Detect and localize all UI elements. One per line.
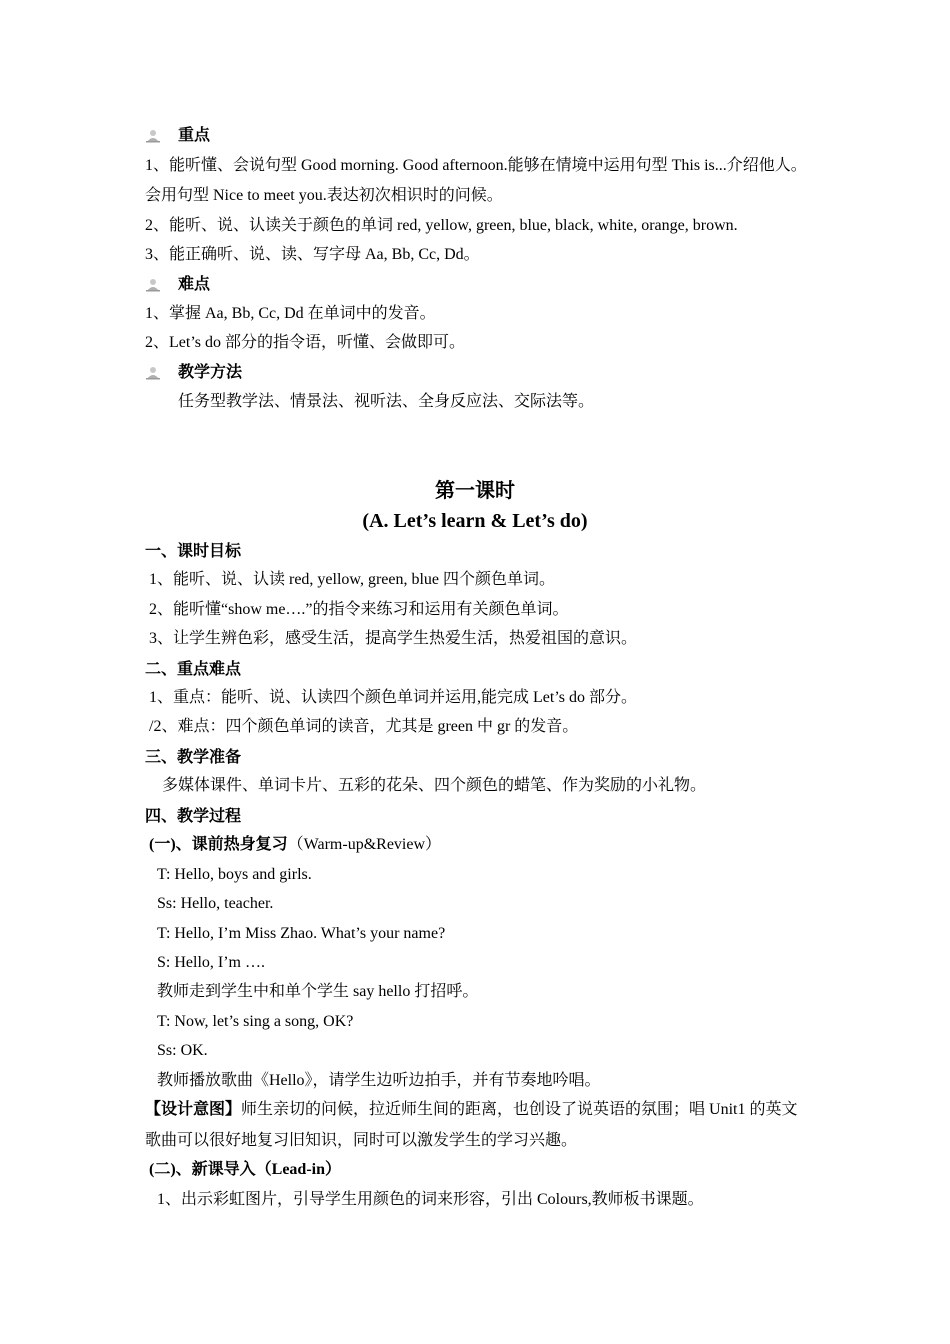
process-heading: 四、教学过程 <box>145 808 242 825</box>
design-intent-label: 【设计意图】 <box>145 1101 242 1118</box>
keypoints-line-1: 1、重点：能听、说、认读四个颜色单词并运用,能完成 Let’s do 部分。 <box>149 689 637 706</box>
person-icon <box>145 365 161 381</box>
prep-text: 多媒体课件、单词卡片、五彩的花朵、四个颜色的蜡笔、作为奖励的小礼物。 <box>162 777 707 794</box>
key-points-heading-text: 重点 <box>178 127 211 144</box>
design-intent-text: 师生亲切的问候，拉近师生间的距离，也创设了说英语的氛围；唱 Unit1 的英文 <box>241 1101 798 1118</box>
person-icon <box>145 277 161 293</box>
dialogue-line-1: T: Hello, boys and girls. <box>157 866 312 883</box>
dialogue-line-5: 教师走到学生中和单个学生 say hello 打招呼。 <box>157 983 479 1000</box>
difficult-points-heading-text: 难点 <box>178 276 211 293</box>
dialogue-line-4: S: Hello, I’m …. <box>157 954 265 971</box>
dialogue-line-7: Ss: OK. <box>157 1042 208 1059</box>
dialogue-line-3: T: Hello, I’m Miss Zhao. What’s your name? <box>157 925 446 942</box>
goals-heading: 一、课时目标 <box>145 543 242 560</box>
lesson-title: 第一课时 <box>435 480 515 502</box>
keypoints-heading: 二、重点难点 <box>145 661 242 678</box>
keypoints-line-2: /2、难点：四个颜色单词的读音，尤其是 green 中 gr 的发音。 <box>149 718 579 735</box>
key-point-line-2: 会用句型 Nice to meet you.表达初次相识时的问候。 <box>145 187 503 204</box>
difficult-line-1: 1、掌握 Aa, Bb, Cc, Dd 在单词中的发音。 <box>145 305 436 322</box>
lesson-subtitle: (A. Let’s learn & Let’s do) <box>362 510 588 532</box>
prep-heading: 三、教学准备 <box>145 749 242 766</box>
teaching-method-heading-text: 教学方法 <box>178 364 243 381</box>
goal-line-1: 1、能听、说、认读 red, yellow, green, blue 四个颜色单词。 <box>149 571 556 588</box>
warmup-heading <box>149 835 441 855</box>
dialogue-line-6: T: Now, let’s sing a song, OK? <box>157 1013 354 1030</box>
key-point-line-3: 2、能听、说、认读关于颜色的单词 red, yellow, green, blue, black, white, orange, brown. <box>145 217 738 234</box>
warmup-heading-bold: (一)、课前热身复习 <box>149 836 288 853</box>
design-intent-line-2: 歌曲可以很好地复习旧知识，同时可以激发学生的学习兴趣。 <box>145 1132 578 1149</box>
goal-line-3: 3、让学生辨色彩，感受生活，提高学生热爱生活，热爱祖国的意识。 <box>149 630 638 647</box>
leadin-line-1: 1、出示彩虹图片，引导学生用颜色的词来形容，引出 Colours,教师板书课题。 <box>157 1191 704 1208</box>
dialogue-line-2: Ss: Hello, teacher. <box>157 895 274 912</box>
design-intent-line-1 <box>145 1100 797 1120</box>
difficult-line-2: 2、Let’s do 部分的指令语，听懂、会做即可。 <box>145 334 465 351</box>
warmup-heading-rest: （Warm-up&Review） <box>287 836 442 853</box>
goal-line-2: 2、能听懂“show me….”的指令来练习和运用有关颜色单词。 <box>149 601 569 618</box>
dialogue-line-8: 教师播放歌曲《Hello》，请学生边听边拍手，并有节奏地吟唱。 <box>157 1072 601 1089</box>
key-point-line-1: 1、能听懂、会说句型 Good morning. Good afternoon.能够在情境中运用句型 This is...介绍他人。 <box>145 157 807 174</box>
teaching-method-text: 任务型教学法、情景法、视听法、全身反应法、交际法等。 <box>178 393 595 410</box>
leadin-heading: (二)、新课导入（Lead-in） <box>149 1161 342 1178</box>
key-point-line-4: 3、能正确听、说、读、写字母 Aa, Bb, Cc, Dd。 <box>145 246 480 263</box>
person-icon <box>145 128 161 144</box>
